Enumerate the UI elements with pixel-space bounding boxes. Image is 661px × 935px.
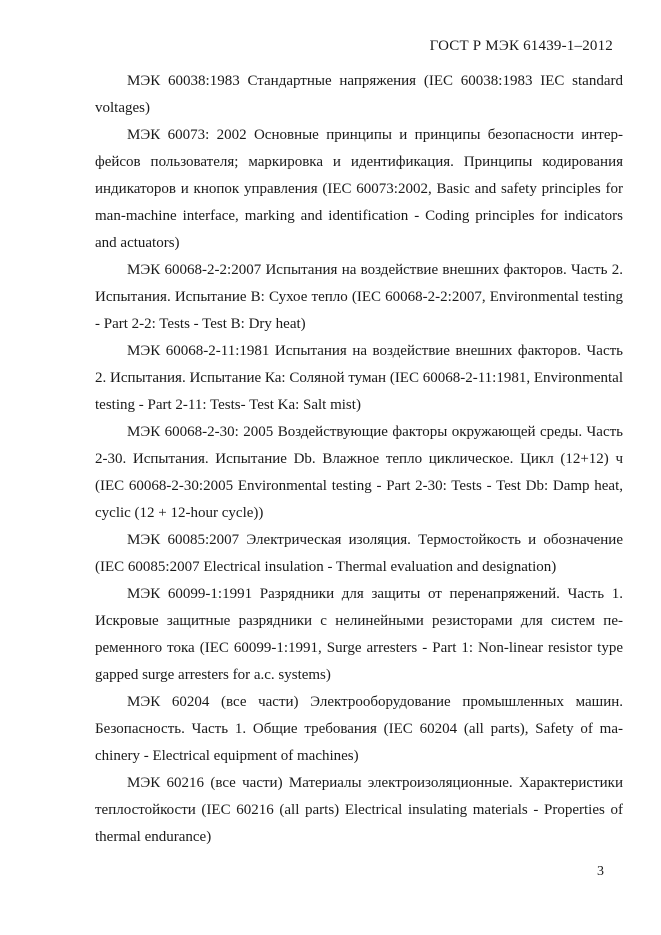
reference-iec-60216: МЭК 60216 (все части) Материалы электроизоляционные. Характеристики теплостойкости (IEC 60216 (all parts) Electrical insulating materials - Properties of thermal endurance) (95, 775, 623, 845)
reference-iec-60038: МЭК 60038:1983 Стандартные напряжения (IEC 60038:1983 IEC standard voltages) (95, 73, 623, 116)
page-number: 3 (597, 864, 604, 879)
reference-iec-60068-2-30: МЭК 60068-2-30: 2005 Воздействующие факторы окружающей среды. Часть 2-30. Испытания. Испытание Db. Влажное тепло циклическое. Цикл (12+12) ч (IEC 60068-2-30:2005 Environmental testing - Part 2-30: Tests - Test Db: Damp heat, cyclic (12 + 12-hour cycle)) (95, 424, 623, 521)
reference-iec-60085: МЭК 60085:2007 Электрическая изоляция. Термостойкость и обозначение (IEC 60085:2007 Electrical insulation - Thermal evaluation and designation) (95, 532, 623, 575)
standard-code: ГОСТ Р МЭК 61439-1–2012 (429, 38, 613, 54)
document-header (430, 38, 613, 55)
document-body (95, 68, 623, 851)
reference-iec-60068-2-2: МЭК 60068-2-2:2007 Испытания на воздействие внешних факторов. Часть 2. Испытания. Испытание В: Сухое тепло (IEC 60068-2-2:2007, Environmental testing - Part 2-2: Tests - Test B: Dry heat) (95, 262, 623, 332)
reference-iec-60068-2-11: МЭК 60068-2-11:1981 Испытания на воздействие внешних факторов. Часть 2. Испытания. Испытание Ка: Соляной туман (IEC 60068-2-11:1981, Environmental testing - Part 2-11: Tests- Test Ka: Salt mist) (95, 343, 623, 413)
reference-iec-60073: МЭК 60073: 2002 Основные принципы и принципы безопасности интерфейсов пользователя; маркировка и идентификация. Принципы кодирования индикаторов и кнопок управления (IEC 60073:2002, Basic and safety principles for man-machine interface, marking and identification - Coding principles for indicators and actuators) (95, 127, 623, 251)
reference-iec-60204: МЭК 60204 (все части) Электрооборудование промышленных машин. Безопасность. Часть 1. Общие требования (IEC 60204 (all parts), Safety of machinery - Electrical equipment of machines) (95, 694, 623, 764)
reference-iec-60099-1: МЭК 60099-1:1991 Разрядники для защиты от перенапряжений. Часть 1. Искровые защитные разрядники с нелинейными резисторами для систем переменного тока (IEC 60099-1:1991, Surge arresters - Part 1: Non-linear resistor type gapped surge arresters for a.c. systems) (95, 586, 623, 683)
